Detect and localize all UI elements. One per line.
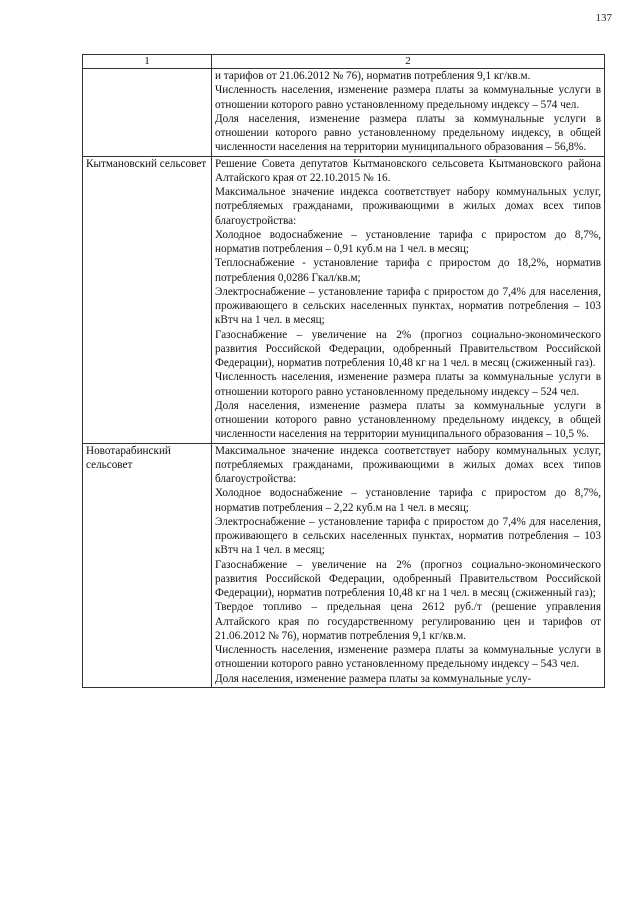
paragraph: Доля населения, изменение размера платы за коммунальные услу- <box>215 672 532 685</box>
paragraph: Численность населения, изменение размера платы за коммунальные услуги в отношении которого равно установленному предельному индексу – 574 чел. <box>215 84 601 111</box>
paragraph: Доля населения, изменение размера платы за коммунальные услуги в отношении которого равно установленному предельному индексу, в общей численности населения на территории муниципального образования – 10,5 %. <box>215 399 601 441</box>
description-cell <box>212 156 605 443</box>
paragraph: и тарифов от 21.06.2012 № 76), норматив потребления 9,1 кг/кв.м. <box>215 70 531 82</box>
table-row <box>83 443 605 687</box>
paragraph: Холодное водоснабжение – установление тарифа с приростом до 8,7%, норматив потребления – 2,22 куб.м на 1 чел. в месяц; <box>215 487 601 514</box>
page-number: 137 <box>595 12 612 24</box>
municipality-name: Новотарабинский сельсовет <box>83 443 212 687</box>
column-header-1: 1 <box>83 55 212 69</box>
paragraph: Численность населения, изменение размера платы за коммунальные услуги в отношении которого равно установленному предельному индексу – 543 чел. <box>215 644 601 671</box>
paragraph: Численность населения, изменение размера платы за коммунальные услуги в отношении которого равно установленному предельному индексу – 524 чел. <box>215 371 601 398</box>
paragraph: Электроснабжение – установление тарифа с приростом до 7,4% для населения, проживающего в сельских населенных пунктах, норматив потребления – 103 кВтч на 1 чел. в месяц; <box>215 285 601 327</box>
paragraph: Холодное водоснабжение – установление тарифа с приростом до 8,7%, норматив потребления – 0,91 куб.м на 1 чел. в месяц; <box>215 228 601 255</box>
municipality-name <box>83 69 212 157</box>
description-cell <box>212 69 605 157</box>
paragraph: Твердое топливо – предельная цена 2612 руб./т (решение управления Алтайского края по государственному регулированию цен и тарифов от 21.06.2012 № 76), норматив потребления 9,1 кг/кв.м. <box>215 601 601 642</box>
paragraph: Максимальное значение индекса соответствует набору коммунальных услуг, потребляемых гражданами, проживающими в жилых домах всех типов благоустройства: <box>215 444 601 485</box>
paragraph: Электроснабжение – установление тарифа с приростом до 7,4% для населения, проживающего в сельских населенных пунктах, норматив потребления – 103 кВтч на 1 чел. в месяц; <box>215 515 601 557</box>
table-body <box>83 69 605 688</box>
paragraph: Газоснабжение – увеличение на 2% (прогноз социально-экономического развития Российской Федерации, одобренный Правительством Российской Федерации), норматив потребления 10,48 кг на 1 чел. в месяц (сжиженный газ); <box>215 558 601 599</box>
paragraph: Максимальное значение индекса соответствует набору коммунальных услуг, потребляемых гражданами, проживающими в жилых домах всех типов благоустройства: <box>215 186 601 227</box>
paragraph: Доля населения, изменение размера платы за коммунальные услуги в отношении которого равно установленному предельному индексу, в общей численности населения на территории муниципального образования – 56,8%. <box>215 112 601 154</box>
data-table <box>82 54 605 688</box>
column-header-2: 2 <box>212 55 605 69</box>
paragraph: Теплоснабжение - установление тарифа с приростом до 18,2%, норматив потребления 0,0286 Гкал/кв.м; <box>215 257 601 284</box>
municipality-name: Кытмановский сельсовет <box>83 156 212 443</box>
paragraph: Газоснабжение – увеличение на 2% (прогноз социально-экономического развития Российской Федерации, одобренный Правительством Российской Федерации), норматив потребления 10,48 кг на 1 чел. в месяц (сжиженный газ). <box>215 328 601 369</box>
paragraph: Решение Совета депутатов Кытмановского сельсовета Кытмановского района Алтайского края от 22.10.2015 № 16. <box>215 157 601 184</box>
table-row <box>83 156 605 443</box>
table-row <box>83 69 605 157</box>
description-cell <box>212 443 605 687</box>
table-header-row <box>83 55 605 69</box>
